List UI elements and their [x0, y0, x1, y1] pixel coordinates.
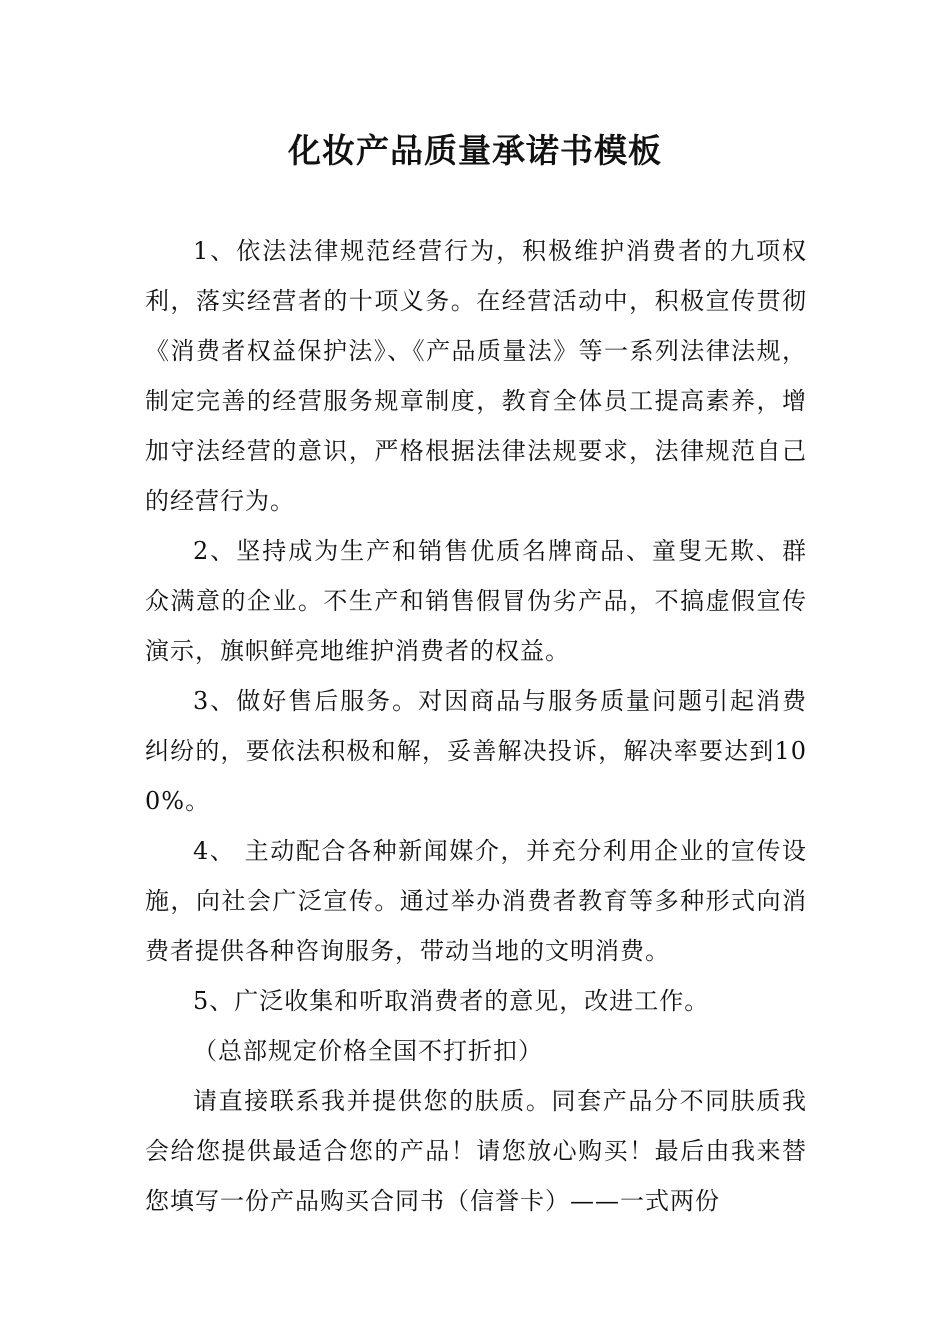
paragraph-item-4: 4、 主动配合各种新闻媒介，并充分利用企业的宣传设施，向社会广泛宣传。通过举办消费者教育等多种形式向消费者提供各种咨询服务，带动当地的文明消费。 [145, 837, 807, 965]
contact-paragraph: 请直接联系我并提供您的肤质。同套产品分不同肤质我会给您提供最适合您的产品！请您放心购买！最后由我来替您填写一份产品购买合同书（信誉卡）——一式两份 [145, 1087, 807, 1215]
paragraph-item-1: 1、依法法律规范经营行为，积极维护消费者的九项权利，落实经营者的十项义务。在经营活动中，积极宣传贯彻《消费者权益保护法》、《产品质量法》等一系列法律法规，制定完善的经营服务规章制度，教育全体员工提高素养，增加守法经营的意识，严格根据法律法规要求，法律规范自己的经营行为。 [145, 237, 807, 515]
document-body [145, 226, 807, 1226]
paragraph-item-5: 5、广泛收集和听取消费者的意见，改进工作。 [193, 987, 710, 1015]
document-title: 化妆产品质量承诺书模板 [288, 131, 662, 170]
paragraph-item-2: 2、坚持成为生产和销售优质名牌商品、童叟无欺、群众满意的企业。不生产和销售假冒伪劣产品，不搞虚假宣传演示，旗帜鲜亮地维护消费者的权益。 [145, 537, 807, 665]
paragraph-item-3: 3、做好售后服务。对因商品与服务质量问题引起消费纠纷的，要依法积极和解，妥善解决投诉，解决率要达到100%。 [145, 687, 807, 815]
price-note: （总部规定价格全国不打折扣） [193, 1037, 543, 1065]
